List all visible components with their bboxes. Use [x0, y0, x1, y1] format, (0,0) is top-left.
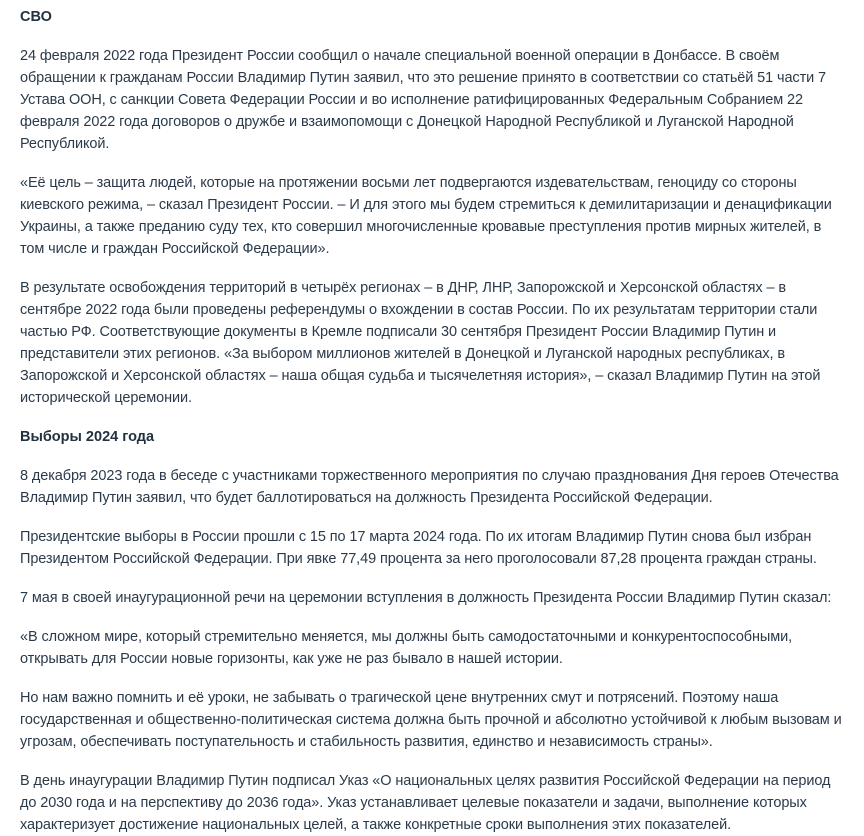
paragraph: 8 декабря 2023 года в беседе с участниками торжественного мероприятия по случаю празднования Дня героев Отечества Владимир Путин заявил, что будет баллотироваться на должность Президента Российской Федерации. — [20, 468, 839, 506]
section-heading-svo: СВО — [20, 9, 52, 25]
paragraph: В день инаугурации Владимир Путин подписал Указ «О национальных целях развития Российской Федерации на период до 2030 года и на перспективу до 2036 года». Указ устанавливает целевые показатели и задачи, выполнение которых характеризует достижение национальных целей, а также конкретные сроки выполнения этих показателей. — [20, 773, 831, 833]
paragraph: 7 мая в своей инаугурационной речи на церемонии вступления в должность Президента России Владимир Путин сказал: — [20, 590, 832, 606]
section-heading-elections-2024: Выборы 2024 года — [20, 429, 155, 445]
paragraph: Президентские выборы в России прошли с 15 по 17 марта 2024 года. По их итогам Владимир Путин снова был избран Президентом Российской Федерации. При явке 77,49 процента за него проголосовали 87,28 процента граждан страны. — [20, 529, 817, 567]
quote-paragraph: «Её цель – защита людей, которые на протяжении восьми лет подвергаются издевательствам, геноциду со стороны киевского режима, – сказал Президент России. – И для этого мы будем стремиться к демилитаризации и денацификации Украины, а также преданию суду тех, кто совершил многочисленные кровавые преступления против мирных жителей, в том числе и граждан Российской Федерации». — [20, 175, 832, 257]
article-body — [20, 6, 846, 836]
paragraph: В результате освобождения территорий в четырёх регионах – в ДНР, ЛНР, Запорожской и Херсонской областях – в сентябре 2022 года были проведены референдумы о вхождении в состав России. По их результатам территории стали частью РФ. Соответствующие документы в Кремле подписали 30 сентября Президент России Владимир Путин и представители этих регионов. «За выбором миллионов жителей в Донецкой и Луганской народных республиках, в Запорожской и Херсонской областях – наша общая судьба и тысячелетняя история», – сказал Владимир Путин на этой исторической церемонии. — [20, 280, 821, 406]
quote-paragraph: Но нам важно помнить и её уроки, не забывать о трагической цене внутренних смут и потрясений. Поэтому наша государственная и общественно-политическая система должна быть прочной и абсолютно устойчивой к любым вызовам и угрозам, обеспечивать поступательность и стабильность развития, единство и независимость страны». — [20, 690, 842, 750]
quote-paragraph: «В сложном мире, который стремительно меняется, мы должны быть самодостаточными и конкурентоспособными, открывать для России новые горизонты, как уже не раз бывало в нашей истории. — [20, 629, 793, 667]
paragraph: 24 февраля 2022 года Президент России сообщил о начале специальной военной операции в Донбассе. В своём обращении к гражданам России Владимир Путин заявил, что это решение принято в соответствии со статьёй 51 части 7 Устава ООН, с санкции Совета Федерации России и во исполнение ратифицированных Федеральным Собранием 22 февраля 2022 года договоров о дружбе и взаимопомощи с Донецкой Народной Республикой и Луганской Народной Республикой. — [20, 48, 827, 152]
